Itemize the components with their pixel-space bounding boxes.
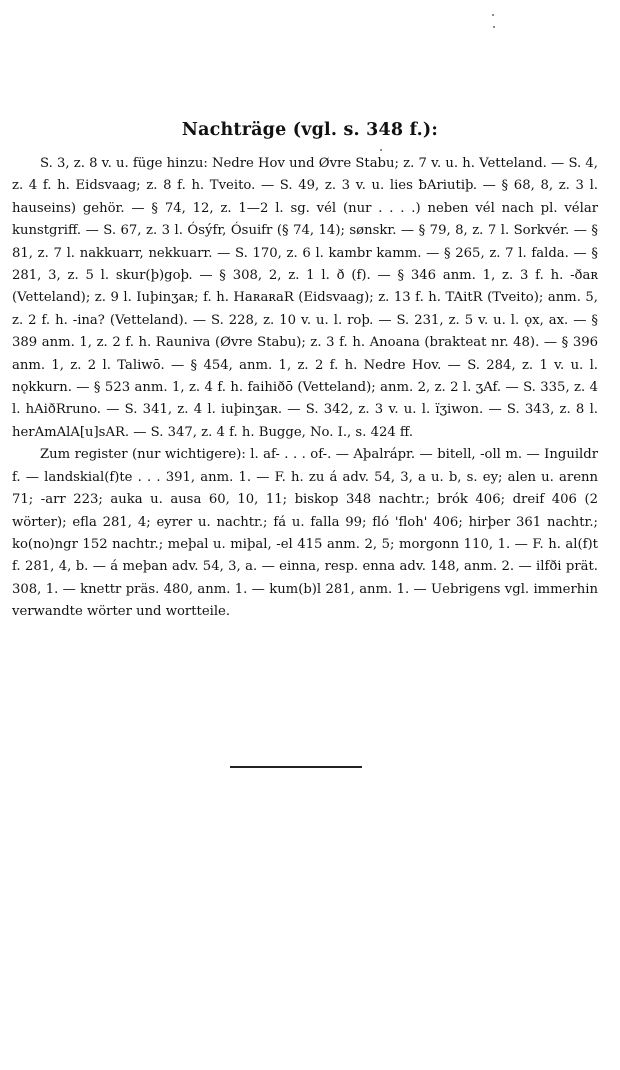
- scan-speck: [380, 149, 382, 151]
- scan-speck: [493, 26, 495, 28]
- end-rule: [230, 766, 362, 768]
- body-text: [12, 153, 598, 624]
- corrections-paragraph: S. 3, z. 8 v. u. füge hinzu: Nedre Hov und Øvre Stabu; z. 7 v. u. h. Vetteland. — S. 4, z. 4 f. h. Eidsvaag; z. 8 f. h. Tveito. — S. 49, z. 3 v. u. lies ƀAriutiþ. — § 68, 8, z. 3 l. hauseins) gehör. — § 74, 12, z. 1—2 l. sg. vél (nur . . . .) neben vél nach pl. vélar kunstgriff. — S. 67, z. 3 l. Ósýfr, Ósuifr (§ 74, 14); sønskr. — § 79, 8, z. 7 l. Sorkvér. — § 81, z. 7 l. nakkuarr, nekkuarr. — S. 170, z. 6 l. kambr kamm. — § 265, z. 7 l. falda. — § 281, 3, z. 5 l. skur(þ)goþ. — § 308, 2, z. 1 l. ð (f). — § 346 anm. 1, z. 3 f. h. -ðaʀ (Vetteland); z. 9 l. Iuþinʒaʀ; f. h. HaʀaʀaR (Eidsvaag); z. 13 f. h. TAitR (Tveito); anm. 5, z. 2 f. h. -ina? (Vetteland). — S. 228, z. 10 v. u. l. roþ. — S. 231, z. 5 v. u. l. ǫx, ax. — § 389 anm. 1, z. 2 f. h. Rauniva (Øvre Stabu); z. 3 f. h. Anoana (brakteat nr. 48). — § 396 anm. 1, z. 2 l. Taliwō. — § 454, anm. 1, z. 2 f. h. Nedre Hov. — S. 284, z. 1 v. u. l. nǫkkurn. — § 523 anm. 1, z. 4 f. h. faihiðō (Vetteland); anm. 2, z. 2 l. ʒAf. — S. 335, z. 4 l. hAiðRruno. — S. 341, z. 4 l. iuþinʒaʀ. — S. 342, z. 3 v. u. l. ïʒiwon. — S. 343, z. 8 l. herAmAlA[u]sAR. — S. 347, z. 4 f. h. Bugge, No. I., s. 424 ff.: [12, 156, 598, 440]
- page-heading: Nachträge (vgl. s. 348 f.):: [181, 120, 439, 140]
- scan-speck: [492, 14, 494, 16]
- register-paragraph: Zum register (nur wichtigere): l. af- . . . of-. — Aþalrápr. — bitell, -oll m. — Inguildr f. — landskial(f)te . . . 391, anm. 1. — F. h. zu á adv. 54, 3, a u. b, s. ey; alen u. arenn 71; -arr 223; auka u. ausa 60, 10, 11; biskop 348 nachtr.; brók 406; dreif 406 (2 wörter); efla 281, 4; eyrer u. nachtr.; fá u. falla 99; fló 'floh' 406; hirþer 361 nachtr.; ko(no)ngr 152 nachtr.; meþal u. miþal, -el 415 anm. 2, 5; morgonn 110, 1. — F. h. al(f)t f. 281, 4, b. — á meþan adv. 54, 3, a. — einna, resp. enna adv. 148, anm. 2. — ilfði prät. 308, 1. — knettr präs. 480, anm. 1. — kum(b)l 281, anm. 1. — Uebrigens vgl. immerhin verwandte wörter und wortteile.: [12, 447, 598, 620]
